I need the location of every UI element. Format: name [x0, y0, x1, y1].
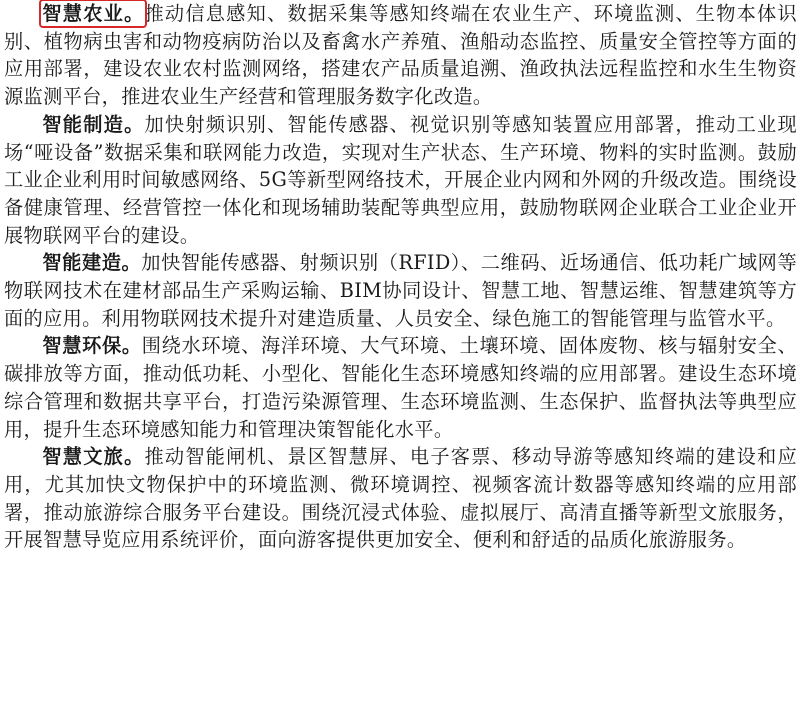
body-smart-construction: 加快智能传感器、射频识别（RFID）、二维码、近场通信、低功耗广域网等物联网技术在建材部品生产采购运输、BIM协同设计、智慧工地、智慧运维、智慧建筑等方面的应用。利用物联网技术提升对建造质量、人员安全、绿色施工的智能管理与监管水平。	[4, 251, 798, 330]
paragraph-smart-construction	[4, 249, 797, 332]
heading-smart-tourism: 智慧文旅。	[42, 445, 145, 469]
heading-smart-manufacturing: 智能制造。	[42, 112, 145, 136]
body-smart-environment: 围绕水环境、海洋环境、大气环境、土壤环境、固体废物、核与辐射安全、碳排放等方面，推动低功耗、小型化、智能化生态环境感知终端的应用部署。建设生态环境综合管理和数据共享平台，打造污染源管理、生态环境监测、生态保护、监督执法等典型应用，提升生态环境感知能力和管理决策智能化水平。	[4, 334, 797, 441]
paragraph-smart-agriculture	[4, 0, 797, 111]
body-smart-tourism: 推动智能闸机、景区智慧屏、电子客票、移动导游等感知终端的建设和应用，尤其加快文物保护中的环境监测、微环境调控、视频客流计数器等感知终端的应用部署，推动旅游综合服务平台建设。围绕沉浸式体验、虚拟展厅、高清直播等新型文旅服务，开展智慧导览应用系统评价，面向游客提供更加安全、便利和舒适的品质化旅游服务。	[4, 445, 797, 552]
body-smart-manufacturing: 加快射频识别、智能传感器、视觉识别等感知装置应用部署，推动工业现场“哑设备”数据采集和联网能力改造，实现对生产状态、生产环境、物料的实时监测。鼓励工业企业利用时间敏感网络、5G等新型网络技术，开展企业内网和外网的升级改造。围绕设备健康管理、经营管控一体化和现场辅助装配等典型应用，鼓励物联网企业联合工业企业开展物联网平台的建设。	[4, 112, 797, 247]
paragraph-smart-manufacturing	[4, 111, 797, 250]
paragraph-smart-tourism	[4, 443, 797, 554]
heading-smart-construction: 智能建造。	[42, 251, 142, 275]
paragraph-smart-environment	[4, 332, 797, 443]
heading-smart-agriculture: 智慧农业。	[42, 2, 145, 25]
document-body	[4, 0, 797, 554]
body-smart-agriculture: 推动信息感知、数据采集等感知终端在农业生产、环境监测、生物本体识别、植物病虫害和动物疫病防治以及畜禽水产养殖、渔船动态监控、质量安全管控等方面的应用部署，建设农业农村监测网络，搭建农产品质量追溯、渔政执法远程监控和水生生物资源监测平台，推进农业生产经营和管理服务数字化改造。	[4, 2, 797, 109]
heading-smart-environment: 智慧环保。	[42, 334, 142, 358]
